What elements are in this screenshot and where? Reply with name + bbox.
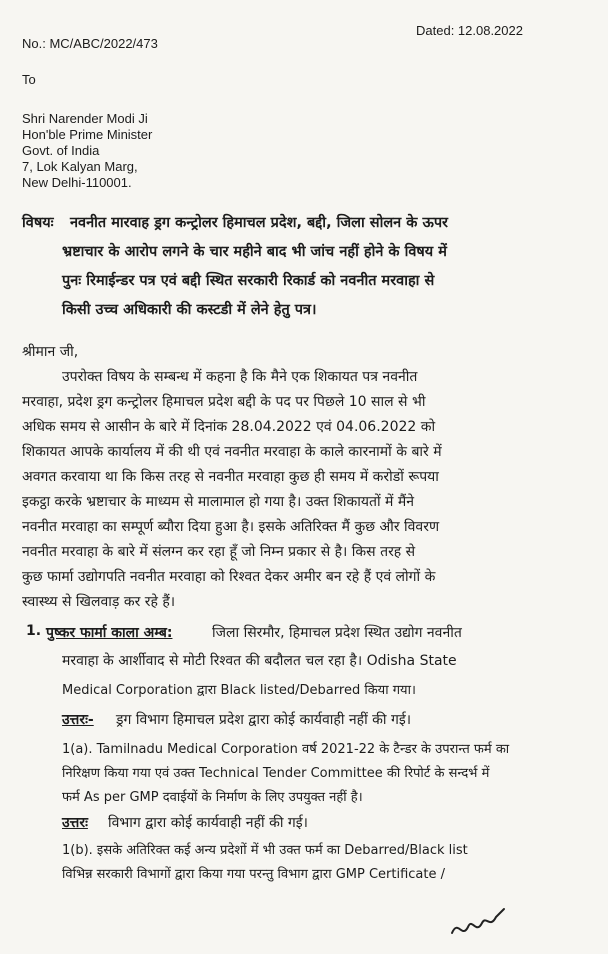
paragraph-line: इकट्ठा करके भ्रष्टाचार के माध्यम से मालामाल हो गया है। उक्त शिकायतों में मैंने [22,494,414,510]
recipient-line: New Delhi-110001. [22,175,132,190]
paragraph-line: नवनीत मरवाहा के बारे में संलग्न कर रहा हूँ जो निम्न प्रकार से है। किस तरह से [22,544,416,560]
item-text: 1(b). इसके अतिरिक्त कई अन्य प्रदेशों में भी उक्त फर्म का Debarred/Black list [62,843,468,858]
salutation: श्रीमान जी, [22,344,79,360]
recipient-line: Govt. of India [22,143,100,158]
item-text: निरिक्षण किया गया एवं उक्त Technical Tender Committee की रिपोर्ट के सन्दर्भ में [62,766,490,781]
item-text: Medical Corporation द्वारा Black listed/Debarred किया गया। [62,683,416,698]
item-text: विभिन्न सरकारी विभागों द्वारा किया गया परन्तु विभाग द्वारा GMP Certificate / [62,867,446,882]
reply-text: विभाग द्वारा कोई कार्यवाही नहीं की गई। [108,815,308,831]
signature-icon [448,905,508,945]
item-number: 1. [26,623,42,639]
paragraph-line: नवनीत मरवाहा का सम्पूर्ण ब्यौरा दिया हुआ है। इसके अतिरिक्त मैं कुछ और विवरण [22,519,440,535]
paragraph-line: उपरोक्त विषय के सम्बन्ध में कहना है कि मैने एक शिकायत पत्र नवनीत [62,369,418,385]
reply-label: उत्तरः- [62,712,94,728]
reply-label: उत्तरः [62,815,88,831]
to-label: To [22,72,36,87]
recipient-line: Shri Narender Modi Ji [22,111,148,126]
reply-text: ड्रग विभाग हिमाचल प्रदेश द्वारा कोई कार्यवाही नहीं की गई। [116,712,412,728]
subject-label: विषयः [22,215,54,231]
letter-date: Dated: 12.08.2022 [416,23,523,38]
item-text: फर्म As per GMP दवाईयों के निर्माण के लिए उपयुक्त नहीं है। [62,790,363,805]
paragraph-line: मरवाहा, प्रदेश ड्रग कन्ट्रोलर हिमाचल प्रदेश बद्दी के पद पर पिछले 10 साल से भी [22,394,426,410]
paragraph-line: स्वास्थ्य से खिलवाड़ कर रहे हैं। [22,594,176,610]
item-text: 1(a). Tamilnadu Medical Corporation वर्ष 2021-22 के टैन्डर के उपरान्त फर्म का [62,742,510,757]
subject-line: किसी उच्च अधिकारी की कस्टडी में लेने हेतु पत्र। [62,302,317,318]
reference-number: No.: MC/ABC/2022/473 [22,36,158,51]
item-heading: पुष्कर फार्मा काला अम्ब: [46,625,173,641]
subject-line: नवनीत मारवाह ड्रग कन्ट्रोलर हिमाचल प्रदेश, बद्दी, जिला सोलन के ऊपर [70,215,448,231]
paragraph-line: कुछ फार्मा उद्योगपति नवनीत मरवाहा को रिश्वत देकर अमीर बन रहे हैं एवं लोगों के [22,569,436,585]
item-text: मरवाहा के आर्शीवाद से मोटी रिश्वत की बदौलत चल रहा है। Odisha State [62,653,457,669]
recipient-line: Hon'ble Prime Minister [22,127,153,142]
subject-line: भ्रष्टाचार के आरोप लगने के चार महीने बाद भी जांच नहीं होने के विषय में [62,244,447,260]
item-text: जिला सिरमौर, हिमाचल प्रदेश स्थित उद्योग नवनीत [212,625,462,641]
paragraph-line: अधिक समय से आसीन के बारे में दिनांक 28.04.2022 एवं 04.06.2022 को [22,419,436,435]
paragraph-line: अवगत करवाया था कि किस तरह से नवनीत मरवाहा कुछ ही समय में करोडों रूपया [22,469,439,485]
subject-line: पुनः रिमाईन्डर पत्र एवं बद्दी स्थित सरकारी रिकार्ड को नवनीत मरवाहा से [62,273,435,289]
paragraph-line: शिकायत आपके कार्यालय में की थी एवं नवनीत मरवाहा के काले कारनामों के बारे में [22,444,442,460]
recipient-line: 7, Lok Kalyan Marg, [22,159,138,174]
